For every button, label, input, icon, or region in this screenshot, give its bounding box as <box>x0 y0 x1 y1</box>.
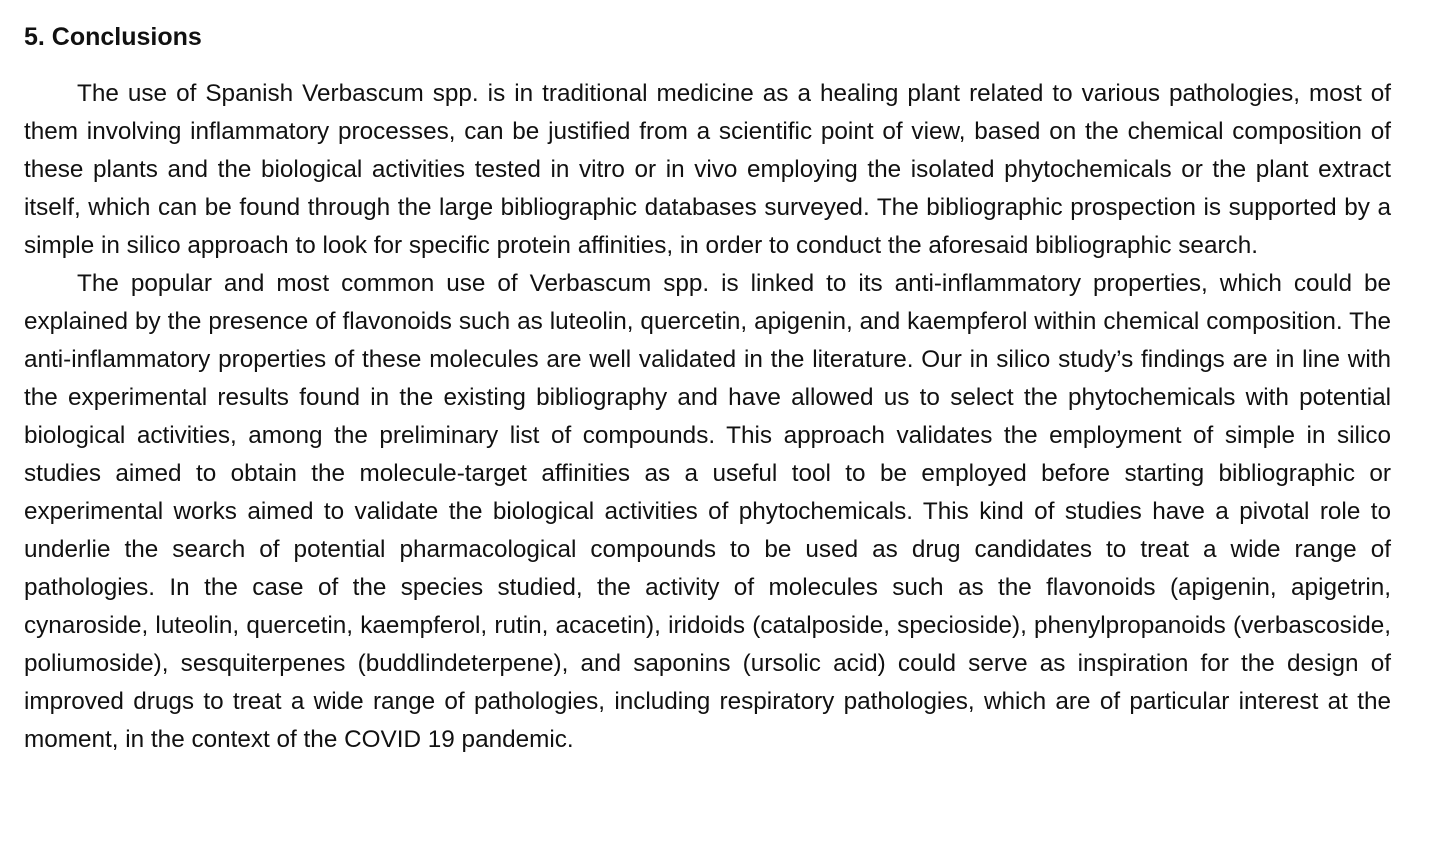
paragraph-traditional-use: The use of Spanish Verbascum spp. is in traditional medicine as a healing plant related to various pathologies, most of them involving inflammatory processes, can be justified from a scientific point of view, based on the chemical composition of these plants and the biological activities tested in vitro or in vivo employing the isolated phytochemicals or the plant extract itself, which can be found through the large bibliographic databases surveyed. The bibliographic prospection is supported by a simple in silico approach to look for specific protein affinities, in order to conduct the aforesaid bibliographic search. <box>24 80 1391 259</box>
paragraph-anti-inflammatory: The popular and most common use of Verbascum spp. is linked to its anti-inflammatory properties, which could be explained by the presence of flavonoids such as luteolin, quercetin, apigenin, and kaempferol within chemical composition. The anti-inflammatory properties of these molecules are well validated in the literature. Our in silico study’s findings are in line with the experimental results found in the existing bibliography and have allowed us to select the phytochemicals with potential biological activities, among the preliminary list of compounds. This approach validates the employment of simple in silico studies aimed to obtain the molecule-target affinities as a useful tool to be employed before starting bibliographic or experimental works aimed to validate the biological activities of phytochemicals. This kind of studies have a pivotal role to underlie the search of potential pharmacological compounds to be used as drug candidates to treat a wide range of pathologies. In the case of the species studied, the activity of molecules such as the flavonoids (apigenin, apigetrin, cynaroside, luteolin, quercetin, kaempferol, rutin, acacetin), iridoids (catalposide, specioside), phenylpropanoids (verbascoside, poliumoside), sesquiterpenes (buddlindeterpene), and saponins (ursolic acid) could serve as inspiration for the design of improved drugs to treat a wide range of pathologies, including respiratory pathologies, which are of particular interest at the moment, in the context of the COVID 19 pandemic. <box>24 270 1391 753</box>
section-heading: 5. Conclusions <box>24 23 202 51</box>
conclusions-section <box>24 18 1391 759</box>
